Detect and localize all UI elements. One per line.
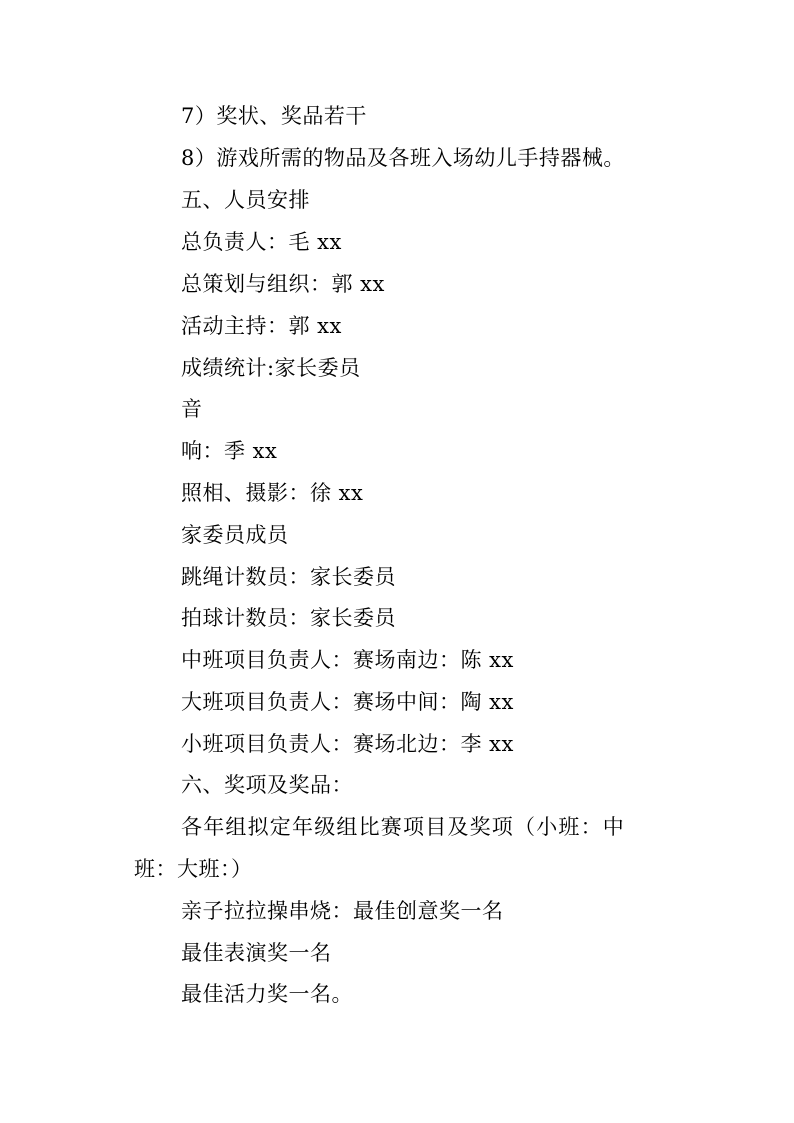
text-line-sound-part1: 音 (181, 397, 203, 421)
text-line-photography: 照相、摄影：徐 xx (181, 481, 364, 505)
text-line-committee: 家委员成员 (181, 523, 289, 547)
text-line-chief: 总负责人：毛 xx (181, 230, 342, 254)
text-line-energy-award: 最佳活力奖一名。 (181, 982, 353, 1006)
section-heading-awards: 六、奖项及奖品： (181, 773, 353, 797)
text-line-rope-counter: 跳绳计数员：家长委员 (181, 565, 396, 589)
text-line-awards-intro-cont: 班：大班：） (134, 857, 253, 881)
text-line-awards-intro: 各年组拟定年级组比赛项目及奖项（小班：中 (181, 815, 625, 839)
text-line-planner: 总策划与组织：郭 xx (181, 272, 385, 296)
text-line-sound-part2: 响：季 xx (181, 439, 278, 463)
section-heading-staffing: 五、人员安排 (181, 188, 310, 212)
text-line-host: 活动主持：郭 xx (181, 314, 342, 338)
text-line-junior-class: 小班项目负责人：赛场北边：李 xx (181, 732, 514, 756)
text-line-scoring: 成绩统计:家长委员 (181, 356, 361, 380)
text-line-creative-award: 亲子拉拉操串烧：最佳创意奖一名 (181, 899, 504, 923)
text-line-senior-class: 大班项目负责人：赛场中间：陶 xx (181, 690, 514, 714)
text-line-supplies-7: 7）奖状、奖品若干 (181, 104, 367, 128)
text-line-supplies-8: 8）游戏所需的物品及各班入场幼儿手持器械。 (181, 146, 625, 170)
text-line-performance-award: 最佳表演奖一名 (181, 941, 332, 965)
text-line-middle-class: 中班项目负责人：赛场南边：陈 xx (181, 648, 514, 672)
text-line-ball-counter: 拍球计数员：家长委员 (181, 606, 396, 630)
